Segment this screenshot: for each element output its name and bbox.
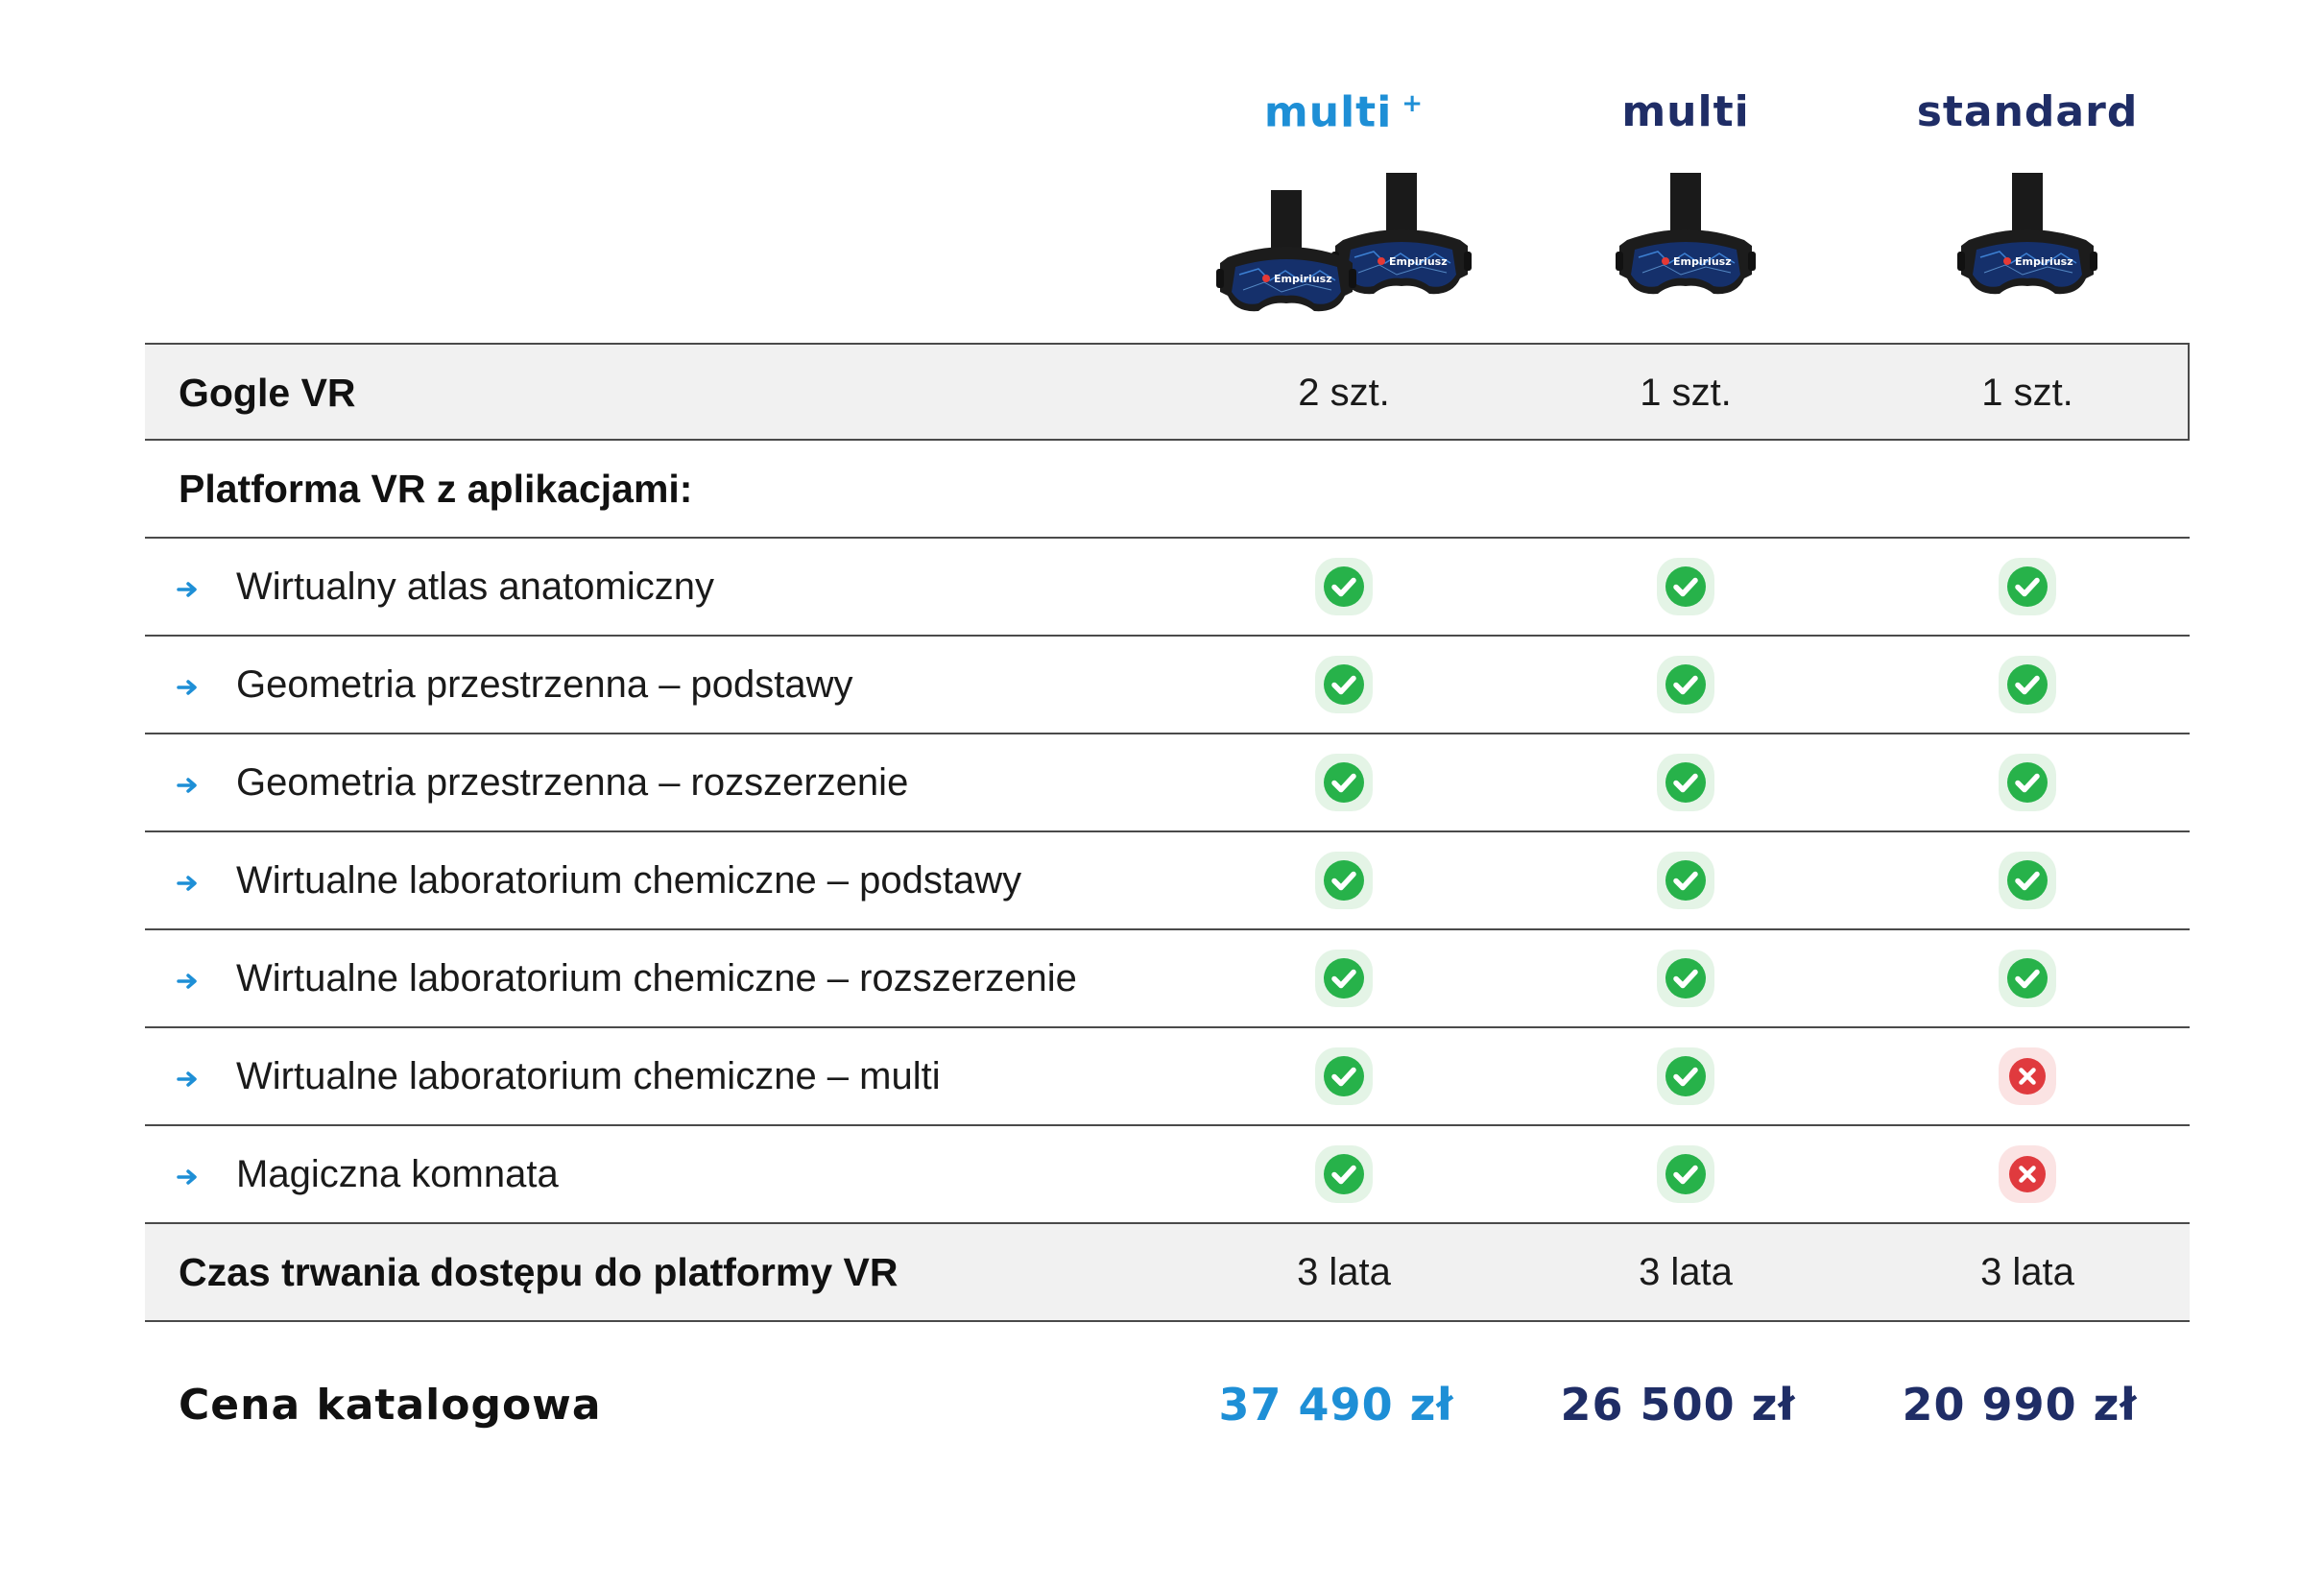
row-label: Geometria przestrzenna – podstawy [236,663,853,706]
arrow-right-icon [177,1071,200,1088]
row-app [145,1126,2190,1224]
plan-name: multi [1263,87,1393,137]
plan-plus-sign: + [1402,89,1425,118]
section-heading: Platforma VR z aplikacjami: [179,467,693,511]
row-czas-dostepu [145,1224,2190,1322]
vr-goggles-icon [1614,171,1758,320]
plan-name: standard [1916,87,2139,136]
arrow-right-icon [177,679,200,696]
row-label: Czas trwania dostępu do platformy VR [179,1250,898,1294]
row-label: Wirtualne laboratorium chemiczne – rozszerzenie [236,957,1077,999]
vr-goggles [1955,171,2099,320]
cell-value: 1 szt. [1640,372,1732,414]
cross-icon [1997,1143,2058,1205]
row-label: Geometria przestrzenna – rozszerzenie [236,761,909,804]
check-icon [1655,752,1716,813]
cell-value: 3 lata [1297,1251,1391,1293]
check-icon [1655,556,1716,617]
svg-text:Empiriusz: Empiriusz [2015,255,2073,268]
row-gogle-vr [145,343,2190,441]
price-standard: 20 990 zł [1902,1379,2138,1431]
row-label: Magiczna komnata [236,1153,559,1195]
svg-text:Empiriusz: Empiriusz [1274,273,1332,285]
vr-goggles [1214,188,1358,337]
check-icon [1997,556,2058,617]
arrow-right-icon [177,777,200,794]
vr-goggles-icon [1214,188,1358,337]
row-app [145,832,2190,930]
arrow-right-icon [177,875,200,892]
price-multi: 26 500 zł [1560,1379,1796,1431]
comparison-table [145,343,2190,1322]
cell-value: 2 szt. [1298,372,1390,414]
row-app [145,930,2190,1028]
svg-text:Empiriusz: Empiriusz [1389,255,1448,268]
check-icon [1313,850,1375,911]
goggles-image-multi [1614,171,1758,320]
check-icon [1313,1046,1375,1107]
row-label: Wirtualne laboratorium chemiczne – podstawy [236,859,1022,902]
row-app [145,637,2190,734]
plan-header-multi-plus [1181,87,1507,137]
row-label: Gogle VR [179,371,356,415]
plan-header-multi [1522,87,1849,136]
vr-goggles [1614,171,1758,320]
check-icon [1655,850,1716,911]
price-multi-plus: 37 490 zł [1218,1379,1454,1431]
row-app [145,539,2190,637]
arrow-right-icon [177,581,200,598]
plan-name: multi [1621,87,1750,136]
check-icon [1313,752,1375,813]
row-label: Wirtualny atlas anatomiczny [236,565,714,608]
plan-header-standard [1864,87,2191,136]
cell-value: 1 szt. [1981,372,2073,414]
row-label: Wirtualne laboratorium chemiczne – multi [236,1055,941,1097]
check-icon [1997,654,2058,715]
row-platforma-vr [145,441,2190,539]
check-icon [1313,948,1375,1009]
check-icon [1655,654,1716,715]
svg-text:Empiriusz: Empiriusz [1673,255,1732,268]
check-icon [1313,556,1375,617]
row-app [145,734,2190,832]
check-icon [1997,850,2058,911]
cross-icon [1997,1046,2058,1107]
check-icon [1313,1143,1375,1205]
goggles-image-multi-plus [1214,171,1473,320]
check-icon [1655,1046,1716,1107]
cell-value: 3 lata [1980,1251,2074,1293]
row-app [145,1028,2190,1126]
check-icon [1313,654,1375,715]
check-icon [1997,752,2058,813]
goggles-image-standard [1955,171,2099,320]
vr-goggles-icon [1955,171,2099,320]
price-label: Cena katalogowa [179,1381,602,1430]
check-icon [1655,1143,1716,1205]
cell-value: 3 lata [1639,1251,1733,1293]
check-icon [1997,948,2058,1009]
arrow-right-icon [177,973,200,990]
check-icon [1655,948,1716,1009]
arrow-right-icon [177,1168,200,1186]
